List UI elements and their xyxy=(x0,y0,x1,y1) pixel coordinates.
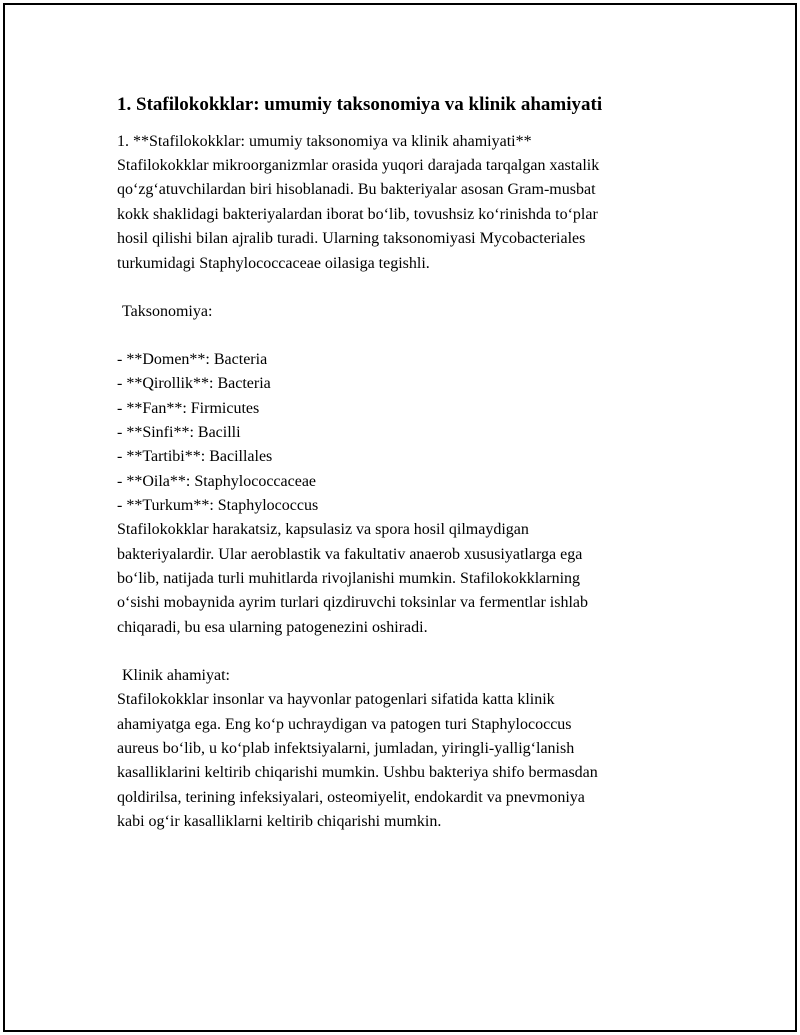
text-line: kokk shaklidagi bakteriyalardan iborat bo‘lib, tovushsiz ko‘rinishda to‘plar xyxy=(117,205,598,223)
text-line: ahamiyatga ega. Eng ko‘p uchraydigan va patogen turi Staphylococcus xyxy=(117,715,572,733)
taxonomy-label: Taksonomiya: xyxy=(122,303,213,321)
text-line: o‘sishi mobaynida ayrim turlari qizdiruvchi toksinlar va fermentlar ishlab xyxy=(117,594,588,612)
heading-markdown-line: 1. **Stafilokokklar: umumiy taksonomiya va klinik ahamiyati** xyxy=(117,133,532,150)
list-item: - **Tartibi**: Bacillales xyxy=(117,448,273,466)
clinical-label: Klinik ahamiyat: xyxy=(122,667,230,685)
list-item: - **Turkum**: Staphylococcus xyxy=(117,496,319,514)
text-line: Stafilokokklar insonlar va hayvonlar patogenlari sifatida katta klinik xyxy=(117,691,555,709)
text-line: qoldirilsa, terining infeksiyalari, osteomiyelit, endokardit va pnevmoniya xyxy=(117,788,585,806)
text-line: bakteriyalardir. Ular aeroblastik va fakultativ anaerob xususiyatlarga ega xyxy=(117,545,583,563)
intro-paragraph xyxy=(117,154,697,276)
list-item: - **Domen**: Bacteria xyxy=(117,351,268,369)
text-line: qo‘zg‘atuvchilardan biri hisoblanadi. Bu bakteriyalar asosan Gram-musbat xyxy=(117,181,596,199)
list-item: - **Sinfi**: Bacilli xyxy=(117,423,241,441)
document-heading: 1. Stafilokokklar: umumiy taksonomiya va klinik ahamiyati xyxy=(117,94,603,115)
text-line: kasalliklarini keltirib chiqarishi mumkin. Ushbu bakteriya shifo bermasdan xyxy=(117,764,598,782)
properties-paragraph xyxy=(117,518,697,640)
text-line: hosil qilishi bilan ajralib turadi. Ularning taksonomiyasi Mycobacteriales xyxy=(117,230,586,248)
text-line: turkumidagi Staphylococcaceae oilasiga tegishli. xyxy=(117,254,430,272)
text-line: bo‘lib, natijada turli muhitlarda rivojlanishi mumkin. Stafilokokklarning xyxy=(117,569,581,587)
text-line: Stafilokokklar mikroorganizmlar orasida yuqori darajada tarqalgan xastalik xyxy=(117,157,600,174)
list-item: - **Oila**: Staphylococcaceae xyxy=(117,472,317,490)
document-body xyxy=(117,92,697,835)
text-line: chiqaradi, bu esa ularning patogenezini oshiradi. xyxy=(117,618,428,636)
clinical-paragraph xyxy=(117,688,697,834)
list-item: - **Fan**: Firmicutes xyxy=(117,399,260,417)
text-line: Stafilokokklar harakatsiz, kapsulasiz va spora hosil qilmaydigan xyxy=(117,521,529,539)
list-item: - **Qirollik**: Bacteria xyxy=(117,375,271,393)
text-line: kabi og‘ir kasalliklarni keltirib chiqarishi mumkin. xyxy=(117,813,442,831)
taxonomy-list xyxy=(117,348,697,518)
text-line: aureus bo‘lib, u ko‘plab infektsiyalarni, jumladan, yiringli-yallig‘lanish xyxy=(117,739,575,757)
